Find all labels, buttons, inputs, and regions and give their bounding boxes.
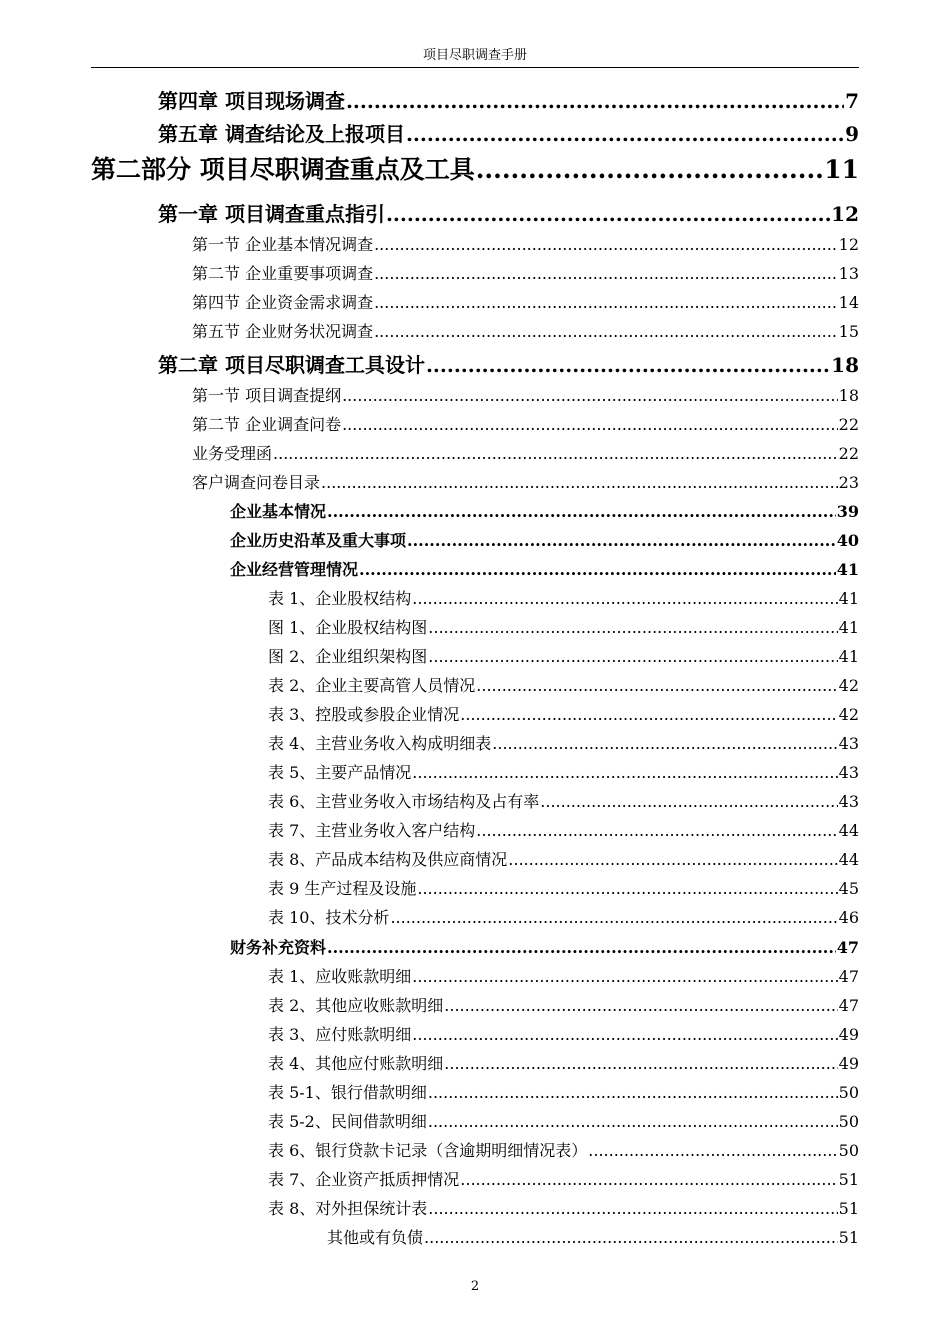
dot-leader: [412, 1025, 837, 1044]
dot-leader: [476, 155, 823, 184]
dot-leader: [386, 202, 830, 226]
toc-entry[interactable]: [192, 412, 859, 435]
dot-leader: [374, 322, 838, 341]
toc-entry-title: 企业经营管理情况: [230, 560, 359, 579]
toc-entry[interactable]: [158, 118, 859, 147]
toc-entry[interactable]: [268, 760, 859, 783]
toc-entry[interactable]: [268, 789, 859, 812]
toc-entry-page-number: 39: [836, 502, 859, 521]
dot-leader: [342, 415, 838, 434]
toc-entry-page-number: 14: [838, 293, 859, 312]
toc-entry-title: 表 2、企业主要高管人员情况: [268, 676, 476, 695]
toc-entry[interactable]: [268, 847, 859, 870]
toc-entry-page-number: 44: [838, 821, 859, 840]
dot-leader: [412, 763, 837, 782]
toc-entry-page-number: 49: [838, 1025, 859, 1044]
dot-leader: [417, 879, 837, 898]
toc-entry-page-number: 13: [838, 264, 859, 283]
toc-entry-page-number: 50: [838, 1083, 859, 1102]
toc-entry-title: 表 3、应付账款明细: [268, 1025, 412, 1044]
toc-entry[interactable]: [192, 383, 859, 406]
toc-entry-page-number: 9: [845, 122, 859, 146]
toc-entry[interactable]: [268, 586, 859, 609]
toc-entry-title: 第四节 企业资金需求调查: [192, 293, 374, 312]
toc-entry[interactable]: [158, 349, 859, 378]
toc-entry-title: 图 2、企业组织架构图: [268, 647, 428, 666]
toc-entry-title: 表 5-1、银行借款明细: [268, 1083, 427, 1102]
toc-entry-page-number: 41: [838, 618, 859, 637]
toc-entry-page-number: 22: [838, 415, 859, 434]
dot-leader: [327, 938, 836, 957]
toc-entry[interactable]: [268, 1051, 859, 1074]
toc-entry-page-number: 40: [836, 531, 859, 550]
toc-entry-title: 业务受理函: [192, 444, 273, 463]
toc-entry-title: 表 7、主营业务收入客户结构: [268, 821, 476, 840]
dot-leader: [374, 293, 838, 312]
toc-entry-page-number: 51: [838, 1228, 859, 1247]
toc-entry-title: 第一节 项目调查提纲: [192, 386, 342, 405]
toc-entry-page-number: 44: [838, 850, 859, 869]
dot-leader: [428, 1199, 837, 1218]
dot-leader: [412, 589, 837, 608]
toc-entry-title: 表 8、产品成本结构及供应商情况: [268, 850, 508, 869]
toc-entry[interactable]: [268, 1022, 859, 1045]
toc-entry-title: 表 10、技术分析: [268, 908, 390, 927]
toc-entry-title: 第二章 项目尽职调查工具设计: [158, 353, 425, 377]
toc-entry[interactable]: [230, 499, 859, 522]
dot-leader: [374, 264, 838, 283]
toc-entry-title: 表 5、主要产品情况: [268, 763, 412, 782]
header-rule: [91, 67, 859, 68]
toc-entry-title: 第二部分 项目尽职调查重点及工具: [91, 155, 475, 184]
toc-entry-page-number: 47: [836, 938, 859, 957]
dot-leader: [321, 473, 838, 492]
dot-leader: [426, 353, 830, 377]
toc-entry[interactable]: [158, 85, 859, 114]
toc-entry-title: 表 1、应收账款明细: [268, 967, 412, 986]
toc-entry[interactable]: [192, 290, 859, 313]
toc-entry-page-number: 12: [838, 235, 859, 254]
dot-leader: [428, 647, 837, 666]
dot-leader: [412, 967, 837, 986]
toc-entry-title: 表 3、控股或参股企业情况: [268, 705, 460, 724]
dot-leader: [407, 531, 836, 550]
dot-leader: [476, 676, 837, 695]
toc-entry[interactable]: [230, 557, 859, 580]
toc-entry[interactable]: [192, 470, 859, 493]
toc-entry-title: 表 6、银行贷款卡记录（含逾期明细情况表）: [268, 1141, 588, 1160]
toc-entry-title: 表 7、企业资产抵质押情况: [268, 1170, 460, 1189]
toc-entry-page-number: 41: [836, 560, 859, 579]
toc-entry-title: 第一节 企业基本情况调查: [192, 235, 374, 254]
dot-leader: [424, 1228, 838, 1247]
dot-leader: [428, 618, 837, 637]
toc-entry-page-number: 51: [838, 1199, 859, 1218]
page-number: 2: [470, 1279, 480, 1294]
toc-entry-page-number: 7: [845, 89, 859, 113]
dot-leader: [540, 792, 837, 811]
dot-leader: [508, 850, 837, 869]
toc-entry-page-number: 18: [838, 386, 859, 405]
toc-entry-title: 表 4、其他应付账款明细: [268, 1054, 444, 1073]
toc-entry[interactable]: [268, 1080, 859, 1103]
toc-entry[interactable]: [268, 876, 859, 899]
toc-entry[interactable]: [268, 1167, 859, 1190]
toc-entry[interactable]: [268, 1138, 859, 1161]
toc-entry-title: 第二节 企业调查问卷: [192, 415, 342, 434]
toc-entry-title: 表 2、其他应收账款明细: [268, 996, 444, 1015]
toc-entry[interactable]: [192, 441, 859, 464]
dot-leader: [390, 908, 837, 927]
toc-entry[interactable]: [268, 702, 859, 725]
dot-leader: [342, 386, 838, 405]
toc-entry[interactable]: [268, 615, 859, 638]
dot-leader: [327, 502, 836, 521]
dot-leader: [346, 89, 844, 113]
dot-leader: [460, 705, 837, 724]
toc-entry-page-number: 50: [838, 1141, 859, 1160]
toc-entry-title: 表 1、企业股权结构: [268, 589, 412, 608]
toc-entry-page-number: 41: [838, 589, 859, 608]
toc-entry-page-number: 49: [838, 1054, 859, 1073]
dot-leader: [476, 821, 837, 840]
toc-entry-title: 表 4、主营业务收入构成明细表: [268, 734, 492, 753]
toc-entry[interactable]: [230, 935, 859, 958]
toc-entry-page-number: 43: [838, 763, 859, 782]
dot-leader: [273, 444, 838, 463]
dot-leader: [428, 1112, 838, 1131]
toc-entry-title: 企业历史沿革及重大事项: [230, 531, 407, 550]
toc-entry-page-number: 47: [838, 996, 859, 1015]
toc-entry-title: 图 1、企业股权结构图: [268, 618, 428, 637]
toc-entry-page-number: 42: [838, 676, 859, 695]
toc-entry[interactable]: [192, 261, 859, 284]
toc-entry[interactable]: [268, 1196, 859, 1219]
toc-entry-page-number: 22: [838, 444, 859, 463]
toc-entry-title: 表 5-2、民间借款明细: [268, 1112, 427, 1131]
toc-entry-title: 客户调查问卷目录: [192, 473, 321, 492]
toc-entry[interactable]: [91, 150, 859, 186]
toc-entry-page-number: 41: [838, 647, 859, 666]
toc-entry[interactable]: [158, 198, 859, 227]
toc-entry-page-number: 51: [838, 1170, 859, 1189]
toc-entry-page-number: 15: [838, 322, 859, 341]
toc-entry[interactable]: [192, 232, 859, 255]
dot-leader: [406, 122, 844, 146]
toc-entry-page-number: 12: [831, 202, 859, 226]
dot-leader: [444, 1054, 837, 1073]
toc-entry-page-number: 43: [838, 734, 859, 753]
toc-entry-page-number: 23: [838, 473, 859, 492]
toc-entry-page-number: 18: [831, 353, 859, 377]
toc-entry-title: 财务补充资料: [230, 938, 327, 957]
toc-entry[interactable]: [268, 1109, 859, 1132]
toc-entry-title: 其他或有负债: [327, 1228, 424, 1247]
dot-leader: [460, 1170, 837, 1189]
dot-leader: [492, 734, 837, 753]
toc-entry-page-number: 11: [824, 155, 859, 184]
dot-leader: [444, 996, 837, 1015]
toc-entry-page-number: 46: [838, 908, 859, 927]
toc-entry-page-number: 47: [838, 967, 859, 986]
toc-entry-title: 表 8、对外担保统计表: [268, 1199, 428, 1218]
toc-entry-title: 企业基本情况: [230, 502, 327, 521]
toc-entry[interactable]: [327, 1225, 859, 1248]
toc-entry[interactable]: [268, 964, 859, 987]
dot-leader: [359, 560, 836, 579]
toc-entry-title: 第五章 调查结论及上报项目: [158, 122, 405, 146]
toc-entry[interactable]: [268, 644, 859, 667]
page-header: 项目尽职调查手册: [422, 48, 527, 63]
dot-leader: [428, 1083, 838, 1102]
toc-entry[interactable]: [230, 528, 859, 551]
toc-entry-title: 第一章 项目调查重点指引: [158, 202, 385, 226]
toc-entry-title: 第二节 企业重要事项调查: [192, 264, 374, 283]
dot-leader: [588, 1141, 837, 1160]
toc-entry[interactable]: [268, 731, 859, 754]
dot-leader: [374, 235, 838, 254]
toc-entry-title: 第四章 项目现场调查: [158, 89, 345, 113]
toc-entry-page-number: 42: [838, 705, 859, 724]
toc-entry-title: 表 9 生产过程及设施: [268, 879, 417, 898]
toc-entry-title: 第五节 企业财务状况调查: [192, 322, 374, 341]
toc-entry-page-number: 50: [838, 1112, 859, 1131]
toc-entry-page-number: 45: [838, 879, 859, 898]
toc-entry[interactable]: [268, 673, 859, 696]
toc-entry[interactable]: [268, 818, 859, 841]
toc-entry[interactable]: [268, 905, 859, 928]
toc-entry[interactable]: [192, 319, 859, 342]
toc-entry[interactable]: [268, 993, 859, 1016]
toc-entry-page-number: 43: [838, 792, 859, 811]
toc-entry-title: 表 6、主营业务收入市场结构及占有率: [268, 792, 540, 811]
